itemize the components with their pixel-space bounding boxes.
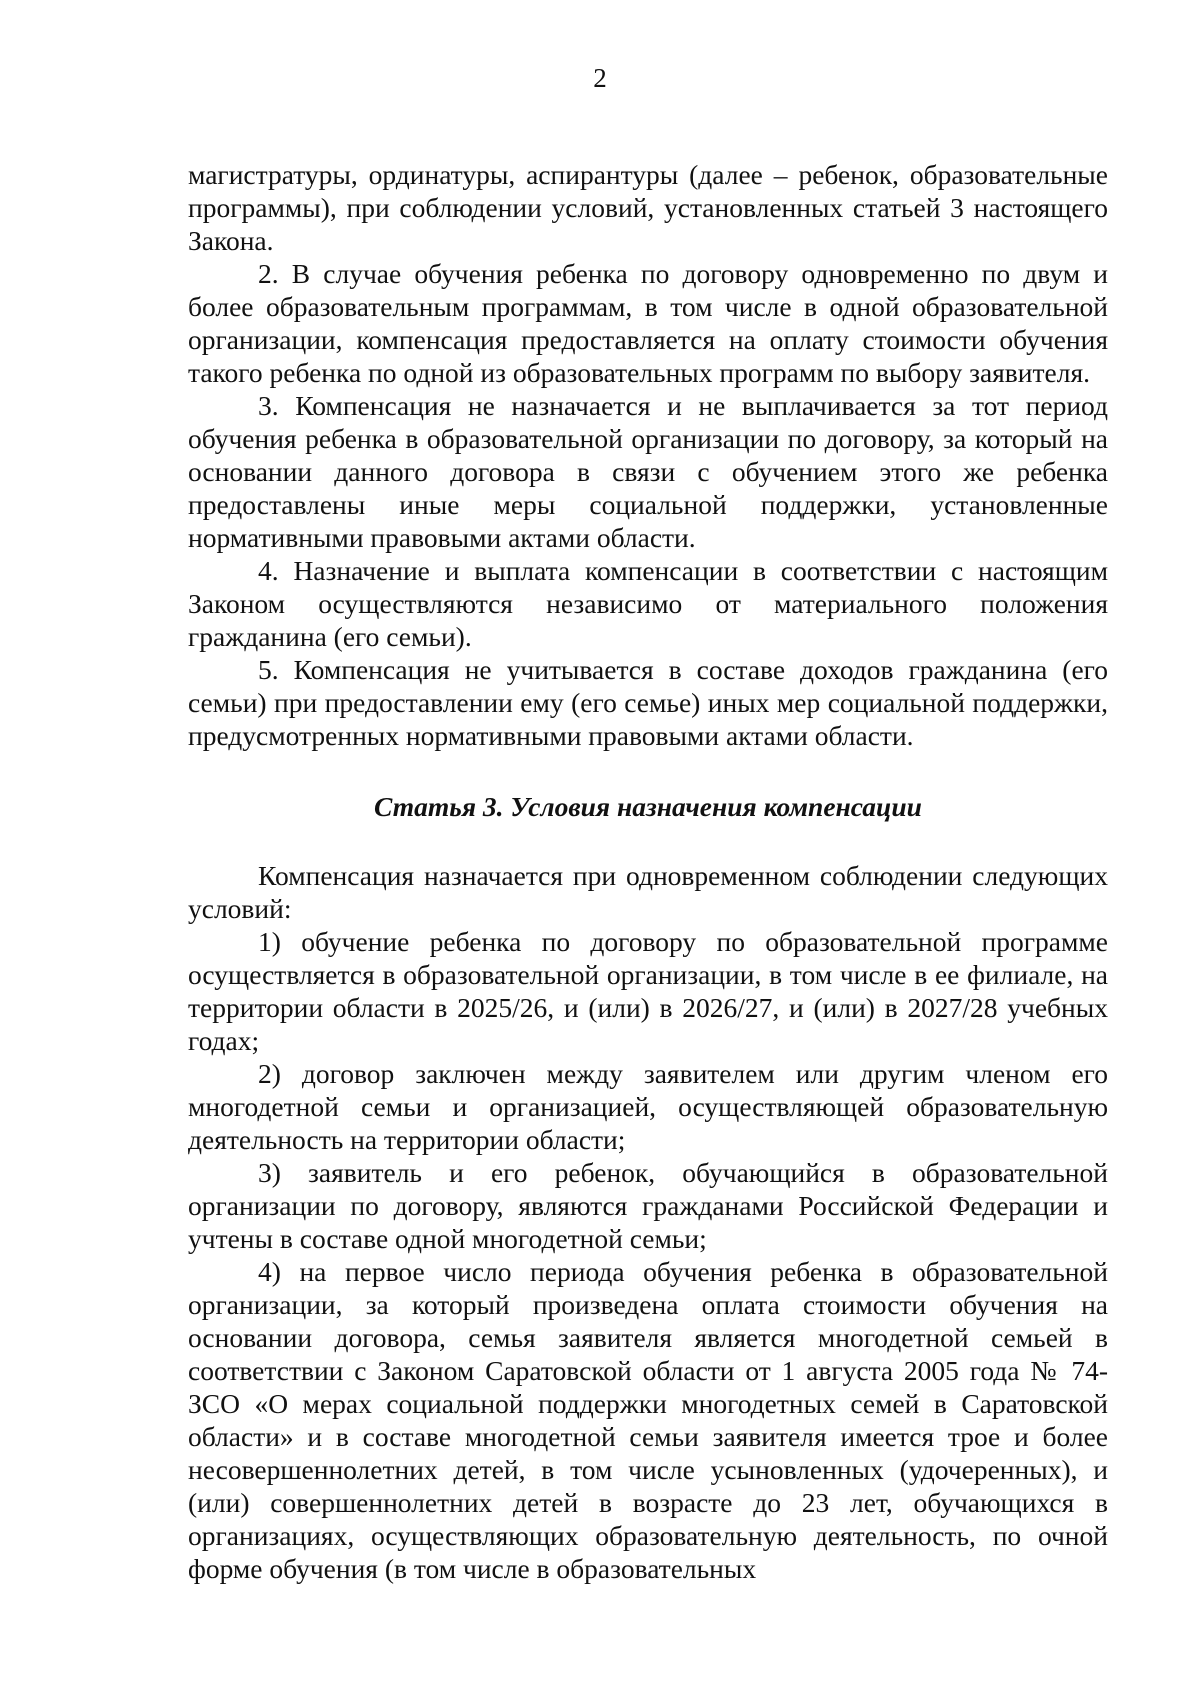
condition-item-2: 2) договор заключен между заявителем или другим членом его многодетной семьи и организацией, осуществляющей образовательную деятельность на территории области; [188,1058,1108,1155]
paragraph-item-5: 5. Компенсация не учитывается в составе доходов гражданина (его семьи) при предоставлении ему (его семье) иных мер социальной поддержки, предусмотренных нормативными правовыми актами области. [188,654,1108,751]
paragraph-continuation: магистратуры, ординатуры, аспирантуры (далее – ребенок, образовательные программы), при соблюдении условий, установленных статьей 3 настоящего Закона. [188,159,1108,256]
condition-item-4: 4) на первое число периода обучения ребенка в образовательной организации, за который произведена оплата стоимости обучения на основании договора, семья заявителя является многодетной семьей в соответствии с Законом Саратовской области от 1 августа 2005 года № 74-ЗСО «О мерах социальной поддержки многодетных семей в Саратовской области» и в составе многодетной семьи заявителя имеется трое и более несовершеннолетних детей, в том числе усыновленных (удочеренных), и (или) совершеннолетних детей в возрасте до 23 лет, обучающихся в организациях, осуществляющих образовательную деятельность, по очной форме обучения (в том числе в образовательных [188,1256,1108,1584]
condition-item-1: 1) обучение ребенка по договору по образовательной программе осуществляется в образовательной организации, в том числе в ее филиале, на территории области в 2025/26, и (или) в 2026/27, и (или) в 2027/28 учебных годах; [188,926,1108,1056]
paragraph-item-2: 2. В случае обучения ребенка по договору одновременно по двум и более образовательным программам, в том числе в одной образовательной организации, компенсация предоставляется на оплату стоимости обучения такого ребенка по одной из образовательных программ по выбору заявителя. [188,258,1108,388]
paragraph-conditions-intro: Компенсация назначается при одновременном соблюдении следующих условий: [188,860,1108,924]
page-number: 2 [593,63,607,93]
paragraph-item-4: 4. Назначение и выплата компенсации в соответствии с настоящим Законом осуществляются независимо от материального положения гражданина (его семьи). [188,555,1108,652]
article-heading: Статья 3. Условия назначения компенсации [374,791,922,822]
document-body [188,158,1108,1585]
condition-item-3: 3) заявитель и его ребенок, обучающийся в образовательной организации по договору, являются гражданами Российской Федерации и учтены в составе одной многодетной семьи; [188,1157,1108,1254]
paragraph-item-3: 3. Компенсация не назначается и не выплачивается за тот период обучения ребенка в образовательной организации по договору, за который на основании данного договора в связи с обучением этого же ребенка предоставлены иные меры социальной поддержки, установленные нормативными правовыми актами области. [188,390,1108,553]
